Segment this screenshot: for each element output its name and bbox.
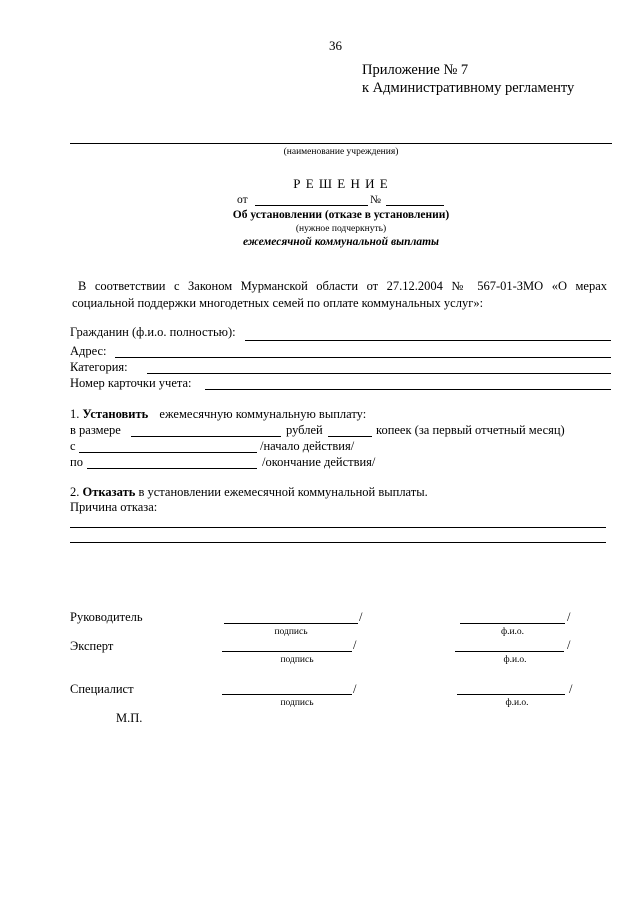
citizen-field[interactable] (245, 340, 611, 341)
preamble-line-1: В соответствии с Законом Мурманской области от 27.12.2004 № 567-01-ЗМО «О мерах (78, 279, 607, 293)
refuse-number: 2. (70, 485, 80, 499)
establish-heading (70, 407, 366, 422)
preamble-line-2: социальной поддержки многодетных семей по оплате коммунальных услуг»: (72, 296, 484, 310)
address-field[interactable] (115, 357, 611, 358)
expert-signature-field[interactable] (222, 651, 352, 652)
category-field[interactable] (147, 373, 611, 374)
end-note: /окончание действия/ (262, 455, 376, 469)
category-label: Категория: (70, 360, 128, 374)
rubles-field[interactable] (131, 436, 281, 437)
appendix-subtitle: к Административному регламенту (362, 80, 575, 96)
signature-role-head: Руководитель (70, 610, 143, 624)
refuse-heading (70, 485, 428, 500)
institution-line[interactable] (70, 143, 612, 144)
specialist-name-slash: / (569, 682, 573, 696)
decision-date-field[interactable] (255, 205, 368, 206)
kopecks-label: копеек (за первый отчетный месяц) (376, 423, 565, 437)
head-slash: / (359, 610, 363, 624)
appendix-title: Приложение № 7 (362, 62, 469, 78)
establish-rest: ежемесячную коммунальную выплату: (159, 407, 367, 421)
rubles-label: рублей (286, 423, 323, 437)
to-label: по (70, 455, 83, 469)
address-label: Адрес: (70, 344, 107, 358)
citizen-label: Гражданин (ф.и.о. полностью): (70, 325, 236, 339)
page-number: 36 (329, 38, 342, 53)
refuse-reason-line-1[interactable] (70, 527, 606, 528)
start-note: /начало действия/ (260, 439, 355, 453)
decision-subject: Об установлении (отказе в установлении) (232, 209, 450, 221)
decision-payment: ежемесячной коммунальной выплаты (242, 236, 440, 248)
specialist-slash: / (353, 682, 357, 696)
establish-verb: Установить (82, 407, 149, 421)
amount-prefix: в размере (70, 423, 121, 437)
refuse-verb: Отказать (82, 485, 136, 499)
refuse-reason-label: Причина отказа: (70, 500, 158, 514)
specialist-name-caption: ф.и.о. (505, 698, 529, 708)
decision-hint: (нужное подчеркнуть) (295, 224, 387, 234)
refuse-reason-line-2[interactable] (70, 542, 606, 543)
head-name-slash: / (567, 610, 571, 624)
end-date-field[interactable] (87, 468, 257, 469)
from-label: с (70, 439, 76, 453)
signature-role-expert: Эксперт (70, 639, 114, 653)
institution-caption: (наименование учреждения) (283, 147, 399, 157)
expert-slash: / (353, 638, 357, 652)
decision-number-field[interactable] (386, 205, 444, 206)
head-sign-caption: подпись (274, 627, 308, 637)
refuse-rest: в установлении ежемесячной коммунальной выплаты. (138, 485, 428, 499)
head-name-caption: ф.и.о. (500, 627, 525, 637)
signature-role-specialist: Специалист (70, 682, 134, 696)
head-name-field[interactable] (460, 623, 565, 624)
expert-name-field[interactable] (455, 651, 564, 652)
expert-name-slash: / (567, 638, 571, 652)
expert-sign-caption: подпись (280, 655, 314, 665)
specialist-name-field[interactable] (457, 694, 565, 695)
stamp-label: М.П. (116, 711, 143, 725)
establish-number: 1. (70, 407, 80, 421)
specialist-signature-field[interactable] (222, 694, 352, 695)
card-number-field[interactable] (205, 389, 611, 390)
expert-name-caption: ф.и.о. (503, 655, 527, 665)
number-sign: № (370, 194, 381, 206)
kopecks-field[interactable] (328, 436, 372, 437)
head-signature-field[interactable] (224, 623, 358, 624)
decision-title: Р Е Ш Е Н И Е (293, 176, 389, 191)
date-label: от (237, 194, 248, 206)
card-number-label: Номер карточки учета: (70, 376, 192, 390)
specialist-sign-caption: подпись (280, 698, 314, 708)
start-date-field[interactable] (79, 452, 257, 453)
